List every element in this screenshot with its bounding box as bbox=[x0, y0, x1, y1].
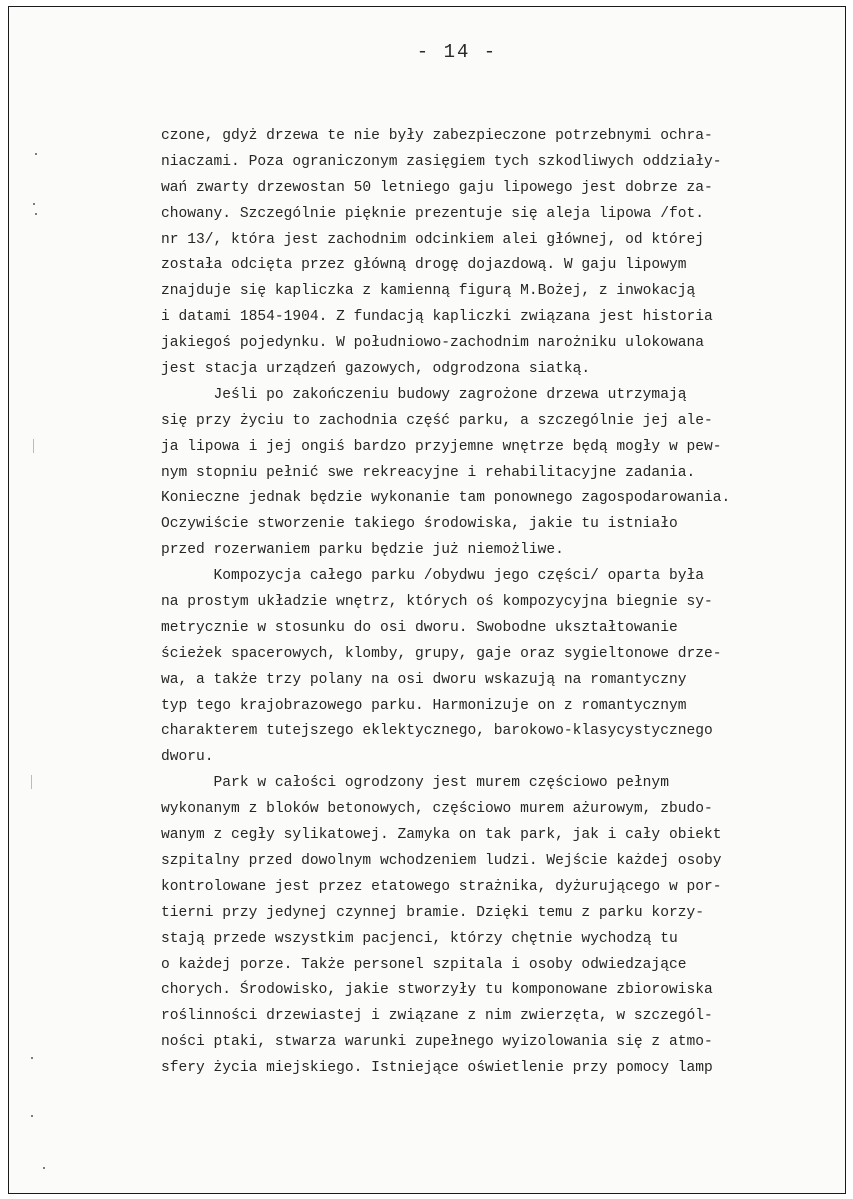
text-line: dworu. bbox=[161, 749, 214, 766]
text-line: nr 13/, która jest zachodnim odcinkiem alei głównej, od której bbox=[161, 231, 704, 248]
text-line: chowany. Szczególnie pięknie prezentuje się aleja lipowa /fot. bbox=[161, 205, 704, 222]
text-line: niaczami. Poza ograniczonym zasięgiem tych szkodliwych oddziały- bbox=[161, 153, 722, 170]
body-text bbox=[161, 124, 841, 1082]
text-line: jakiegoś pojedynku. W południowo-zachodnim narożniku ulokowana bbox=[161, 335, 704, 352]
scan-speck bbox=[35, 213, 37, 215]
text-line: Park w całości ogrodzony jest murem częściowo pełnym bbox=[161, 775, 669, 792]
scan-speck bbox=[35, 153, 37, 155]
text-line: roślinności drzewiastej i związane z nim zwierzęta, w szczegól- bbox=[161, 1008, 713, 1025]
document-page bbox=[8, 6, 846, 1194]
text-line: Jeśli po zakończeniu budowy zagrożone drzewa utrzymają bbox=[161, 386, 687, 403]
text-line: stają przede wszystkim pacjenci, którzy chętnie wychodzą tu bbox=[161, 930, 678, 947]
text-line: sfery życia miejskiego. Istniejące oświetlenie przy pomocy lamp bbox=[161, 1060, 713, 1077]
text-line: wa, a także trzy polany na osi dworu wskazują na romantyczny bbox=[161, 671, 687, 688]
scan-speck bbox=[31, 1115, 33, 1117]
text-line: Konieczne jednak będzie wykonanie tam ponownego zagospodarowania. bbox=[161, 490, 731, 507]
text-line: i datami 1854-1904. Z fundacją kapliczki związana jest historia bbox=[161, 309, 713, 326]
text-line: jest stacja urządzeń gazowych, odgrodzona siatką. bbox=[161, 361, 591, 378]
text-line: wań zwarty drzewostan 50 letniego gaju lipowego jest dobrze za- bbox=[161, 179, 713, 196]
text-line: ścieżek spacerowych, klomby, grupy, gaje oraz sygieltonowe drze- bbox=[161, 645, 722, 662]
text-line: znajduje się kapliczka z kamienną figurą M.Bożej, z inwokacją bbox=[161, 283, 696, 300]
text-line: tierni przy jedynej czynnej bramie. Dzięki temu z parku korzy- bbox=[161, 904, 704, 921]
scan-speck bbox=[31, 1057, 33, 1059]
text-line: przed rozerwaniem parku będzie już niemożliwe. bbox=[161, 542, 564, 559]
page-number: - 14 - bbox=[416, 41, 498, 63]
text-line: nym stopniu pełnić swe rekreacyjne i rehabilitacyjne zadania. bbox=[161, 464, 696, 481]
text-line: wykonanym z bloków betonowych, częściowo murem ażurowym, zbudo- bbox=[161, 801, 713, 818]
text-line: czone, gdyż drzewa te nie były zabezpieczone potrzebnymi ochra- bbox=[161, 128, 713, 144]
text-line: szpitalny przed dowolnym wchodzeniem ludzi. Wejście każdej osoby bbox=[161, 852, 722, 869]
scan-mark bbox=[33, 439, 34, 453]
text-line: się przy życiu to zachodnia część parku, a szczególnie jej ale- bbox=[161, 412, 713, 429]
scan-speck bbox=[43, 1167, 45, 1169]
text-line: wanym z cegły sylikatowej. Zamyka on tak park, jak i cały obiekt bbox=[161, 827, 722, 844]
text-line: została odcięta przez główną drogę dojazdową. W gaju lipowym bbox=[161, 257, 687, 274]
text-line: metrycznie w stosunku do osi dworu. Swobodne ukształtowanie bbox=[161, 619, 678, 636]
text-line: chorych. Środowisko, jakie stworzyły tu komponowane zbiorowiska bbox=[161, 982, 713, 999]
text-line: kontrolowane jest przez etatowego strażnika, dyżurującego w por- bbox=[161, 878, 722, 895]
text-line: na prostym układzie wnętrz, których oś kompozycyjna biegnie sy- bbox=[161, 594, 713, 611]
text-line: o każdej porze. Także personel szpitala i osoby odwiedzające bbox=[161, 956, 687, 973]
scan-mark bbox=[31, 775, 32, 789]
text-line: typ tego krajobrazowego parku. Harmonizuje on z romantycznym bbox=[161, 697, 687, 714]
text-line: Oczywiście stworzenie takiego środowiska, jakie tu istniało bbox=[161, 516, 678, 533]
scan-speck bbox=[33, 203, 35, 205]
text-line: Kompozycja całego parku /obydwu jego części/ oparta była bbox=[161, 568, 704, 585]
text-line: ności ptaki, stwarza warunki zupełnego wyizolowania się z atmo- bbox=[161, 1034, 713, 1051]
text-line: charakterem tutejszego eklektycznego, barokowo-klasycystycznego bbox=[161, 723, 713, 740]
text-line: ja lipowa i jej ongiś bardzo przyjemne wnętrze będą mogły w pew- bbox=[161, 438, 722, 455]
